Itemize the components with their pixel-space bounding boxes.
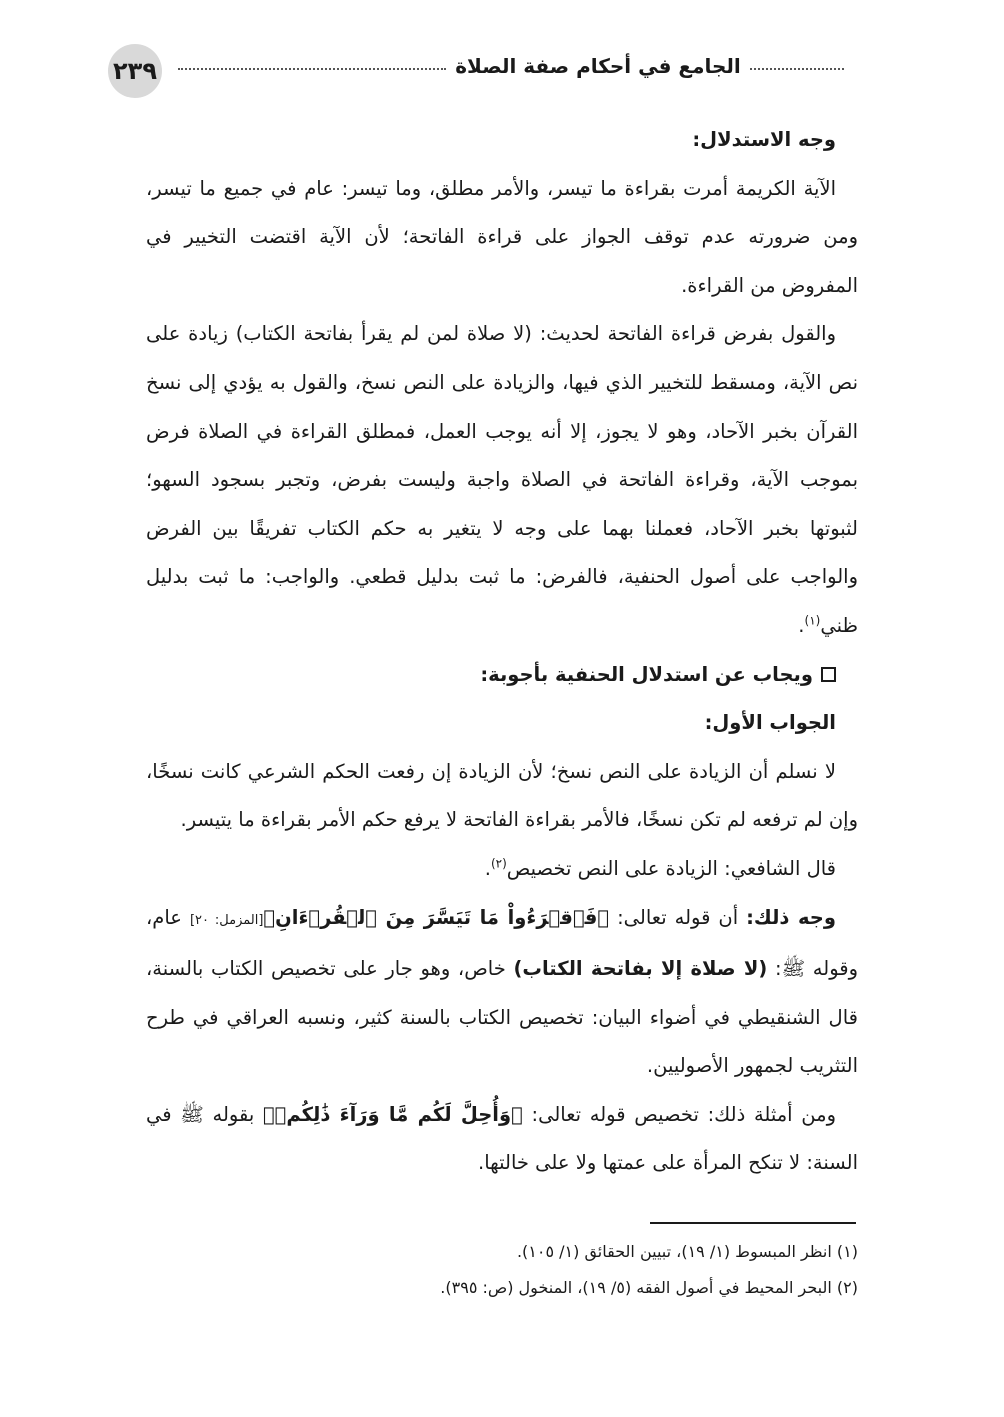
paragraph [146,310,858,650]
square-bullet-icon [821,667,836,682]
footnote: (٢) البحر المحيط في أصول الفقه (٥/ ١٩)، المنخول (ص: ٣٩٥). [440,1278,858,1297]
paragraph [146,894,858,1091]
paragraph-text: قال الشافعي: الزيادة على النص تخصيص [506,856,836,880]
paragraph-text: أن قوله تعالى: [609,905,747,929]
paragraph-text: خاص، وهو جار على تخصيص الكتاب بالسنة، قال الشنقيطي في أضواء البيان: تخصيص الكتاب بالسنة كثير، ونسبه العراقي في طرح التثريب لجمهور الأصوليين. [146,957,858,1078]
lead-phrase: وجه ذلك: [746,905,836,929]
footnote-ref[interactable]: (١) [804,613,821,628]
punctuation: . [798,613,805,637]
verse-citation: [المزمل: ٢٠] [189,912,264,928]
book-title: الجامع في أحكام صفة الصلاة [455,54,741,78]
footnote: (١) انظر المبسوط (١/ ١٩)، تبيين الحقائق (١/ ١٠٥). [516,1242,858,1261]
header-dotted-rule [178,68,446,70]
paragraph-text: ومن أمثلة ذلك: تخصيص قوله تعالى: [522,1102,836,1126]
quran-verse: ﴿وَأُحِلَّ لَكُم مَّا وَرَآءَ ذَٰلِكُمۡ﴾ [262,1102,523,1126]
paragraph: لا نسلم أن الزيادة على النص نسخ؛ لأن الزيادة إن رفعت الحكم الشرعي كانت نسخًا، وإن لم ترفعه لم تكن نسخًا، فالأمر بقراءة الفاتحة لا يرفع حكم الأمر بقراءة ما يتيسر. [146,759,858,832]
paragraph [146,845,858,894]
punctuation: . [484,856,491,880]
quran-verse: ﴿فَٱقۡرَءُواْ مَا تَيَسَّرَ مِنَ ٱلۡقُرۡءَانِ﴾ [263,905,610,929]
paragraph-text: عام، وقوله ﷺ: [146,905,859,981]
footnote-separator [650,1222,856,1224]
paragraph [146,1091,858,1188]
section-heading: وجه الاستدلال: [692,128,836,151]
footnote-ref[interactable]: (٢) [490,856,507,871]
bullet-heading-text: ويجاب عن استدلال الحنفية بأجوبة: [480,662,813,686]
bullet-heading [146,651,858,700]
hadith-text: (لا صلاة إلا بفاتحة الكتاب) [513,957,768,981]
header-dotted-rule [750,68,844,70]
paragraph-text: والقول بفرض قراءة الفاتحة لحديث: (لا صلاة لمن لم يقرأ بفاتحة الكتاب) زيادة على نص الآية، ومسقط للتخيير الذي فيها، والزيادة على النص نسخ، والقول به يؤدي إلى نسخ القرآن بخبر الآحاد، وهو لا يجوز، إلا أنه يوجب العمل، فمطلق القراءة في الصلاة فرض بموجب الآية، وقراءة الفاتحة في الصلاة واجبة وليست بفرض، وتجبر بسجود السهو؛ لثبوتها بخبر الآحاد، فعملنا بهما على وجه لا يتغير به حكم الكتاب تفريقًا بين الفرض والواجب على أصول الحنفية، فالفرض: ما ثبت بدليل قطعي. والواجب: ما ثبت بدليل ظني [146,322,858,637]
paragraph: الآية الكريمة أمرت بقراءة ما تيسر، والأمر مطلق، وما تيسر: عام في جميع ما تيسر، ومن ضرورته عدم توقف الجواز على قراءة الفاتحة؛ لأن الآية اقتضت التخيير في المفروض من القراءة. [146,176,858,297]
running-header [108,44,844,98]
paragraph-text: بقوله ﷺ في السنة: لا تنكح المرأة على عمتها ولا على خالتها. [146,1102,858,1175]
section-heading: الجواب الأول: [704,711,836,735]
main-text [146,116,858,1188]
page-number: ٢٣٩ [108,44,162,98]
footnotes [146,1234,858,1306]
